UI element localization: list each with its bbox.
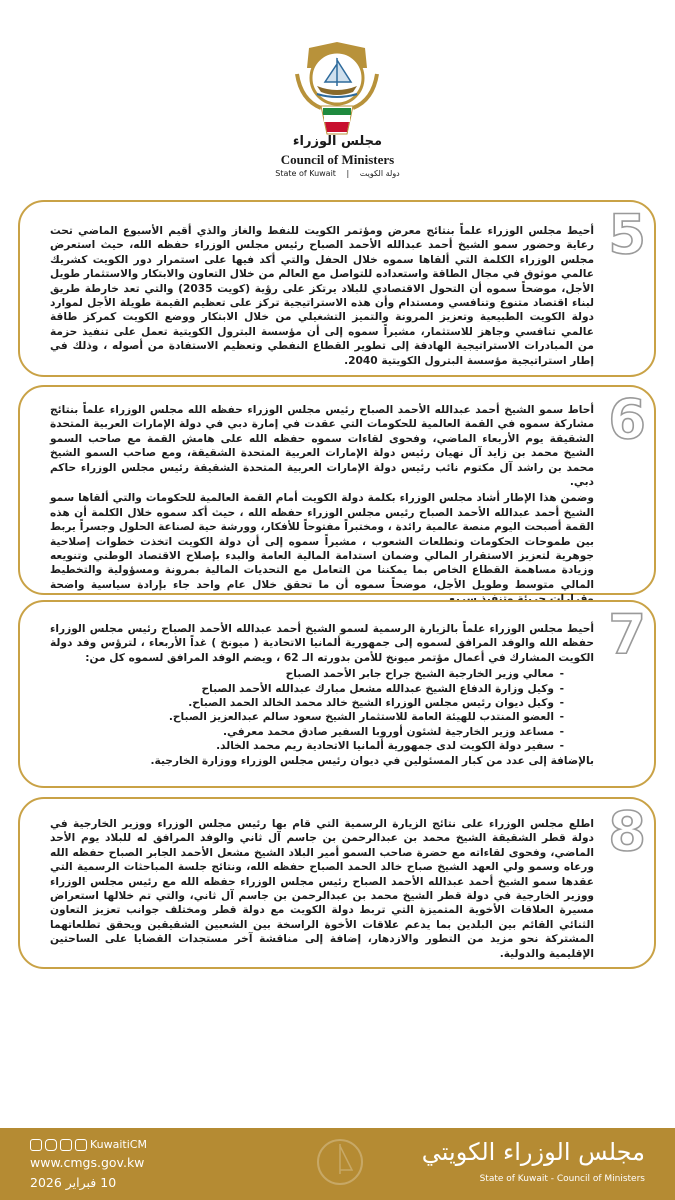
- header-title-en: Council of Ministers: [280, 152, 395, 167]
- item-body: [50, 224, 594, 370]
- list-item: - العضو المنتدب للهيئة العامة للاستثمار الشيخ سعود سالم عبدالعزيز الصباح.: [50, 710, 554, 724]
- social-handle: KuwaitiCM: [90, 1138, 147, 1151]
- delegation-list: [50, 667, 594, 753]
- list-item: - وكيل ديوان رئيس مجلس الوزراء الشيخ خالد محمد الخالد الحمد الصباح.: [50, 696, 554, 710]
- page-header: [0, 0, 675, 200]
- footer-title-ar: مجلس الوزراء الكويتي: [421, 1138, 645, 1166]
- item-paragraph: اطلع مجلس الوزراء على نتائج الزيارة الرسمية التي قام بها رئيس مجلس الوزراء ووزير الخارجية في دولة قطر الشقيقة الشيخ محمد بن عبدالرحمن بن جاسم آل ثاني والوفد المرافق له للبلاد يوم الأحد الماضي، وفحوى لقاءاته مع حضرة صاحب السمو أمير البلاد الشيخ مشعل الأحمد الجابر الصباح حفظه الله ورعاه وسمو ولي العهد الشيخ صباح خالد الحمد الصباح حفظه الله، ونتائج جلسة المباحثات الرسمية التي عقدها سمو الشيخ أحمد عبدالله الأحمد الصباح رئيس مجلس الوزراء حفظه الله مع رئيس مجلس الوزراء ووزير الخارجية في دولة قطر الشيخ محمد بن عبدالرحمن بن جاسم آل ثاني، والتي تم خلالها استعراض مسيرة العلاقات الأخوية المتميزة التي تربط دولة الكويت مع دولة قطر ومختلف جوانب تعزيز التعاون الثنائي القائم بين البلدين بما يدعم علاقات الأخوة الراسخة بين الشعبين الشقيقين ويحقق تطلعاتهما المشتركة نحو مزيد من التطور والازدهار، إضافة إلى مناقشة آخر مستجدات القضايا على الساحتين الإقليمية والدولية.: [50, 818, 594, 960]
- item-card-8: [18, 797, 656, 969]
- publish-date: 10 فبراير 2026: [30, 1175, 117, 1190]
- page-footer: [0, 1128, 675, 1200]
- item-paragraph: أحيط مجلس الوزراء علماً بالزيارة الرسمية لسمو الشيخ أحمد عبدالله الأحمد الصباح رئيس مجلس الوزراء حفظه الله والوفد المرافق لسموه إلى جمهورية ألمانيا الاتحادية ( ميونخ ) غداً الأربعاء ، لترؤس وفد دولة الكويت المشارك في أعمال مؤتمر ميونخ للأمن بدورته الـ 62 ، ويضم الوفد المرافق لسموه كل من:: [50, 623, 594, 664]
- social-links: [30, 1138, 147, 1151]
- emblem-watermark-icon: [300, 1134, 380, 1200]
- item-paragraph: أحاط سمو الشيخ أحمد عبدالله الأحمد الصباح رئيس مجلس الوزراء حفظه الله مجلس الوزراء علماً بنتائج مشاركة سموه في القمة العالمية للحكومات التي عقدت في إمارة دبي في دولة الإمارات العربية المتحدة الشقيقة يوم الأربعاء الماضي، وفحوى لقاءات سموه حفظه الله على هامش القمة مع صاحب السمو الشيخ محمد بن زايد آل نهيان رئيس دولة الإمارات العربية المتحدة الشقيقة، ومع صاحب السمو الشيخ محمد بن راشد آل مكتوم نائب رئيس دولة الإمارات العربية المتحدة الشقيقة رئيس مجلس الوزراء حاكم دبي.: [50, 404, 594, 489]
- item-body: [50, 817, 594, 963]
- item-closing: بالإضافة إلى عدد من كبار المسئولين في ديوان رئيس مجلس الوزراء ووزارة الخارجية.: [150, 754, 594, 767]
- instagram-icon[interactable]: [45, 1139, 57, 1151]
- youtube-icon[interactable]: [60, 1139, 72, 1151]
- header-state-en: State of Kuwait: [275, 169, 336, 178]
- website-link[interactable]: www.cmgs.gov.kw: [30, 1155, 145, 1170]
- list-item: - سفير دولة الكويت لدى جمهورية ألمانيا الاتحادية ريم محمد الخالد.: [50, 739, 554, 753]
- list-item: - معالي وزير الخارجية الشيخ جراح جابر الأحمد الصباح: [50, 667, 554, 681]
- item-card-6: [18, 385, 656, 595]
- item-paragraph: أحيط مجلس الوزراء علماً بنتائج معرض ومؤتمر الكويت للنفط والغاز والذي أقيم الأسبوع الماضي تحت رعاية وحضور سمو الشيخ أحمد عبدالله الأحمد الصباح رئيس مجلس الوزراء حفظه الله، حيث استعرض مجلس الوزراء الكلمة التي ألقاها سموه خلال الحفل والتي أكد فيها على استمرار دور الكويت كشريك عالمي موثوق في مجال الطاقة واستعداده للتواصل مع العالم من خلال التعاون والابتكار والاستثمار طويل الأجل، موضحاً سموه أن التحول الاقتصادي للبلاد يرتكز على رؤية (كويت 2035) والتي تعد خارطة طريق لبناء اقتصاد متنوع وتنافسي ومستدام وأن هذه الاستراتيجية تركز على تعظيم القيمة طويلة الأجل لموارد دولة الكويت الطبيعية وتعزيز المرونة والتميز التشغيلي من خلال الابتكار ووضع الكويت كمركز طاقة عالمي تنافسي وجاهز للاستثمار، مشيراً سموه إلى أن مؤسسة البترول الكويتية تعمل على تنفيذ حزمة من المبادرات الاستراتيجية الهادفة إلى تطوير القطاع النفطي وتعظيم الاستفادة من أصوله ، وذلك في إطار استراتيجية مؤسسة البترول الكويتية 2040.: [50, 225, 594, 367]
- list-item: - وكيل وزارة الدفاع الشيخ عبدالله مشعل مبارك عبدالله الأحمد الصباح: [50, 682, 554, 696]
- x-icon[interactable]: [30, 1139, 42, 1151]
- header-separator: |: [346, 169, 350, 178]
- item-number: 8: [608, 800, 646, 863]
- item-card-5: [18, 200, 656, 377]
- header-title-ar: مجلس الوزراء: [292, 134, 383, 149]
- item-card-7: [18, 600, 656, 788]
- header-state-ar: دولة الكويت: [359, 169, 400, 178]
- item-body: [50, 403, 594, 609]
- item-number: 6: [608, 388, 646, 451]
- facebook-icon[interactable]: [75, 1139, 87, 1151]
- item-body: [50, 622, 594, 770]
- footer-subtitle-en: State of Kuwait - Council of Ministers: [479, 1174, 645, 1184]
- list-item: - مساعد وزير الخارجية لشئون أوروبا السفير صادق محمد معرفي.: [50, 725, 554, 739]
- item-number: 7: [608, 603, 646, 666]
- header-subtitle: [0, 169, 675, 178]
- item-paragraph: وضمن هذا الإطار أشاد مجلس الوزراء بكلمة دولة الكويت أمام القمة العالمية للحكومات والتي ألقاها سمو الشيخ أحمد عبدالله الأحمد الصباح رئيس مجلس الوزراء حفظه الله ، حيث أكد سموه خلال الكلمة أن هذه القمة أصبحت اليوم منصة عالمية رائدة ، ومختبراً مفتوحاً للأفكار، وورشة حية لصناعة الحلول وجسراً يربط بين طموحات الحكومات وتطلعات الشعوب ، مشيراً سموه إلى أن دولة الكويت اتخذت خطوات إصلاحية جوهرية لتعزيز الاستقرار المالي وضمان استدامة المالية العامة والبدء بإصلاح الاقتصاد الوطني وتنويعه وزيادة مساهمة القطاع الخاص بما يمكننا من التعامل مع التحديات المالية بمرونة ومسؤولية والتخطيط المالي متوسط وطويل الأجل، موضحاً سموه أن ما تحقق خلال عام واحد جاء بإرادة سياسية واضحة: [50, 492, 594, 591]
- item-number: 5: [608, 203, 646, 266]
- kuwait-emblem-icon: [287, 38, 387, 138]
